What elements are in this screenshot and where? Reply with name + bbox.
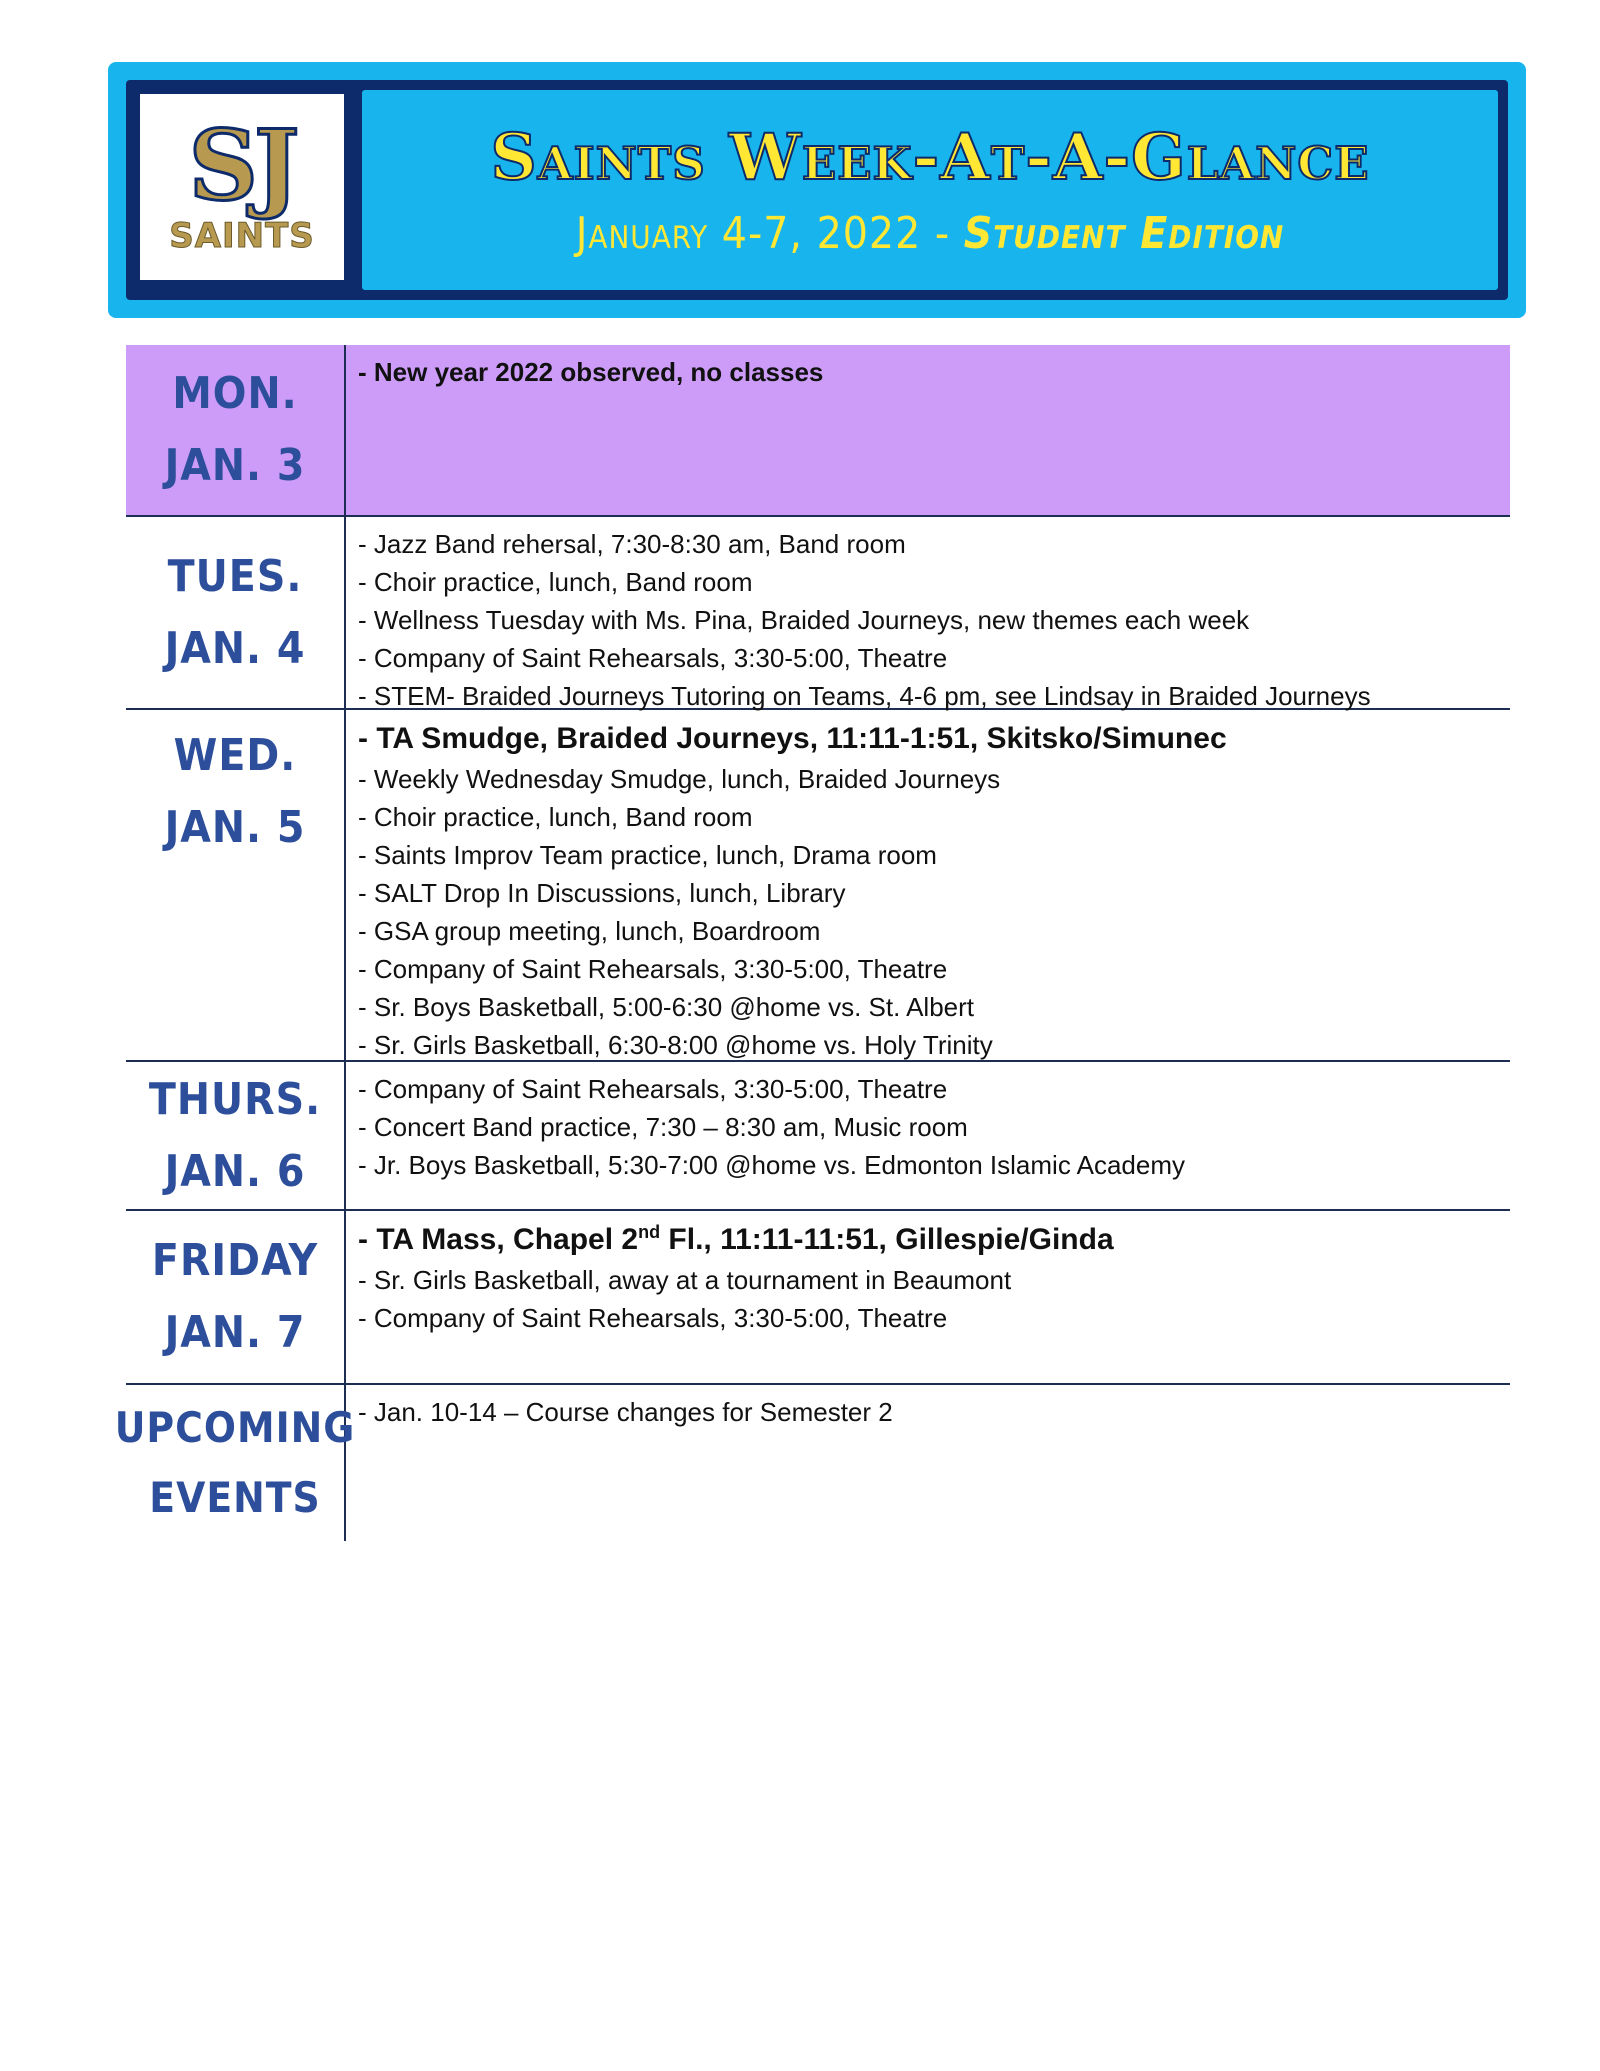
event-item: - Company of Saint Rehearsals, 3:30-5:00, Theatre [358, 1074, 948, 1104]
header-banner [108, 62, 1526, 318]
day-cell [126, 517, 346, 708]
date-label: EVENTS [149, 1473, 321, 1522]
events-cell [346, 1385, 1510, 1541]
event-item: - Concert Band practice, 7:30 – 8:30 am, Music room [358, 1112, 968, 1142]
schedule-row-upcoming [114, 1385, 1510, 1541]
events-cell [346, 345, 1510, 515]
day-label: TUES. [167, 550, 303, 602]
event-item-highlight: - TA Smudge, Braided Journeys, 11:11-1:51, Skitsko/Simunec [358, 722, 1227, 755]
date-label: JAN. 6 [164, 1145, 306, 1197]
events-cell [346, 517, 1510, 711]
day-cell [126, 1211, 346, 1383]
page-subtitle [362, 208, 1498, 259]
event-item: - GSA group meeting, lunch, Boardroom [358, 916, 821, 946]
date-label: JAN. 3 [164, 440, 306, 491]
event-text: - TA Mass, Chapel 2 [358, 1223, 639, 1256]
event-item: - SALT Drop In Discussions, lunch, Library [358, 878, 846, 908]
day-label: UPCOMING [114, 1403, 356, 1452]
event-superscript: nd [638, 1222, 661, 1242]
event-item: - Choir practice, lunch, Band room [358, 567, 753, 597]
schedule-row-wed [126, 710, 1510, 1062]
logo-initials: SJ [188, 109, 296, 222]
event-item: - Company of Saint Rehearsals, 3:30-5:00, Theatre [358, 643, 948, 673]
events-cell [346, 1211, 1510, 1383]
subtitle-dates: January 4-7, 2022 - [575, 208, 964, 259]
event-item: - STEM- Braided Journeys Tutoring on Teams, 4-6 pm, see Lindsay in Braided Journeys [358, 681, 1371, 711]
schedule-row-tue [126, 517, 1510, 710]
header-frame [126, 80, 1508, 300]
schedule-row-fri [126, 1211, 1510, 1385]
event-item: - Wellness Tuesday with Ms. Pina, Braided Journeys, new themes each week [358, 605, 1250, 635]
events-cell [346, 1062, 1510, 1209]
event-item: - Weekly Wednesday Smudge, lunch, Braided Journeys [358, 764, 1001, 794]
subtitle-edition: Student Edition [963, 208, 1285, 259]
event-item: - Sr. Girls Basketball, 6:30-8:00 @home vs. Holy Trinity [358, 1030, 993, 1060]
day-cell [126, 345, 346, 515]
events-cell [346, 710, 1510, 1060]
schedule-table [114, 345, 1510, 1541]
day-cell [126, 1062, 346, 1209]
day-label: THURS. [148, 1073, 322, 1125]
day-cell [126, 710, 346, 1060]
logo-text: SAINTS [169, 216, 315, 256]
title-box [362, 90, 1498, 290]
event-item: - Jan. 10-14 – Course changes for Semester 2 [358, 1397, 893, 1427]
schedule-row-mon [126, 345, 1510, 517]
school-logo [136, 90, 348, 284]
event-text: Fl., 11:11-11:51, Gillespie/Ginda [660, 1223, 1114, 1256]
event-item: - Sr. Boys Basketball, 5:00-6:30 @home vs. St. Albert [358, 992, 975, 1022]
schedule-row-thu [126, 1062, 1510, 1211]
event-item: - Jr. Boys Basketball, 5:30-7:00 @home vs. Edmonton Islamic Academy [358, 1150, 1185, 1180]
day-label: MON. [172, 368, 298, 419]
event-item-highlight [358, 1219, 1498, 1261]
event-item: - Choir practice, lunch, Band room [358, 802, 753, 832]
event-item: - Sr. Girls Basketball, away at a tournament in Beaumont [358, 1265, 1012, 1295]
date-label: JAN. 7 [164, 1307, 306, 1358]
day-cell [114, 1385, 356, 1541]
event-item: - New year 2022 observed, no classes [358, 357, 824, 387]
date-label: JAN. 4 [164, 622, 306, 674]
event-item: - Saints Improv Team practice, lunch, Drama room [358, 840, 937, 870]
day-label: WED. [173, 730, 297, 781]
event-item: - Company of Saint Rehearsals, 3:30-5:00, Theatre [358, 1303, 948, 1333]
event-item: - Company of Saint Rehearsals, 3:30-5:00, Theatre [358, 954, 948, 984]
page-title: Saints Week-At-A-Glance [490, 120, 1370, 195]
date-label: JAN. 5 [164, 802, 306, 853]
day-label: FRIDAY [151, 1235, 319, 1286]
event-item: - Jazz Band rehersal, 7:30-8:30 am, Band room [358, 529, 906, 559]
